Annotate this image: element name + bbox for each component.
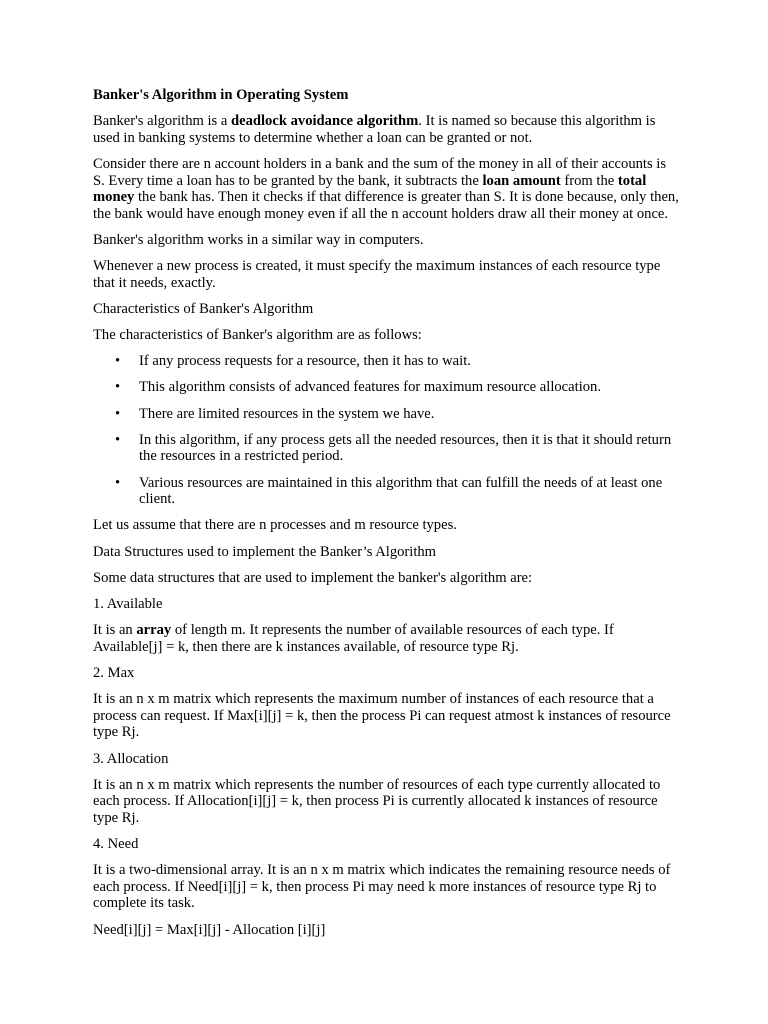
intro-paragraph (93, 113, 679, 146)
list-item: • In this algorithm, if any process gets all the needed resources, then it is that it should return the resources in a restricted period. (139, 432, 679, 465)
whenever-paragraph: Whenever a new process is created, it must specify the maximum instances of each resource type that it needs, exactly. (93, 258, 661, 291)
list-item: • If any process requests for a resource, then it has to wait. (139, 353, 679, 370)
data-structures-heading: Data Structures used to implement the Banker’s Algorithm (93, 543, 437, 560)
consider-text-2: from the (560, 172, 618, 189)
available-paragraph (93, 622, 679, 655)
intro-text: Banker's algorithm is a (93, 113, 231, 130)
data-structures-intro: Some data structures that are used to implement the banker's algorithm are: (93, 569, 533, 586)
similar-paragraph: Banker's algorithm works in a similar way in computers. (93, 231, 424, 248)
need-formula: Need[i][j] = Max[i][j] - Allocation [i][j] (93, 921, 326, 938)
consider-text-3: the bank has. Then it checks if that difference is greater than S. It is done because, only then, the bank would have enough money even if all the n account holders draw all their money at once. (93, 189, 679, 222)
characteristics-list (93, 353, 679, 508)
document-title: Banker's Algorithm in Operating System (93, 87, 349, 103)
loan-amount-term: loan amount (482, 172, 561, 189)
characteristics-intro: The characteristics of Banker's algorithm are as follows: (93, 327, 422, 344)
total-money-term: total money (93, 172, 647, 206)
available-heading: 1. Available (93, 595, 163, 612)
assume-paragraph: Let us assume that there are n processes and m resource types. (93, 517, 457, 534)
intro-bold-term: deadlock avoidance algorithm (231, 113, 419, 130)
need-paragraph: It is a two-dimensional array. It is an n x m matrix which indicates the remaining resource needs of each process. If Need[i][j] = k, then process Pi may need k more instances of resource type Rj to complete its task. (93, 862, 671, 912)
allocation-paragraph: It is an n x m matrix which represents the number of resources of each type currently allocated to each process. If Allocation[i][j] = k, then process Pi is currently allocated k instances of resource type Rj. (93, 776, 661, 826)
consider-text-1: Consider there are n account holders in a bank and the sum of the money in all of their accounts is S. Every time a loan has to be granted by the bank, it subtracts the (93, 155, 667, 189)
characteristics-heading: Characteristics of Banker's Algorithm (93, 300, 314, 317)
intro-text-rest: . It is named so because this algorithm is used in banking systems to determine whether a loan can be granted or not. (93, 113, 656, 146)
list-item: • There are limited resources in the system we have. (139, 406, 679, 423)
array-term: array (136, 622, 172, 639)
available-text-rest: of length m. It represents the number of available resources of each type. If Available[j] = k, then there are k instances available, of resource type Rj. (93, 622, 614, 655)
allocation-heading: 3. Allocation (93, 750, 169, 767)
max-heading: 2. Max (93, 664, 135, 681)
document-body (93, 87, 679, 948)
list-item: • Various resources are maintained in this algorithm that can fulfill the needs of at least one client. (139, 475, 679, 508)
consider-paragraph (93, 156, 679, 222)
max-paragraph: It is an n x m matrix which represents the maximum number of instances of each resource that a process can request. If Max[i][j] = k, then the process Pi can request atmost k instances of resource type Rj. (93, 691, 671, 741)
need-heading: 4. Need (93, 836, 139, 853)
list-item: • This algorithm consists of advanced features for maximum resource allocation. (139, 379, 679, 396)
available-text: It is an (93, 622, 137, 639)
